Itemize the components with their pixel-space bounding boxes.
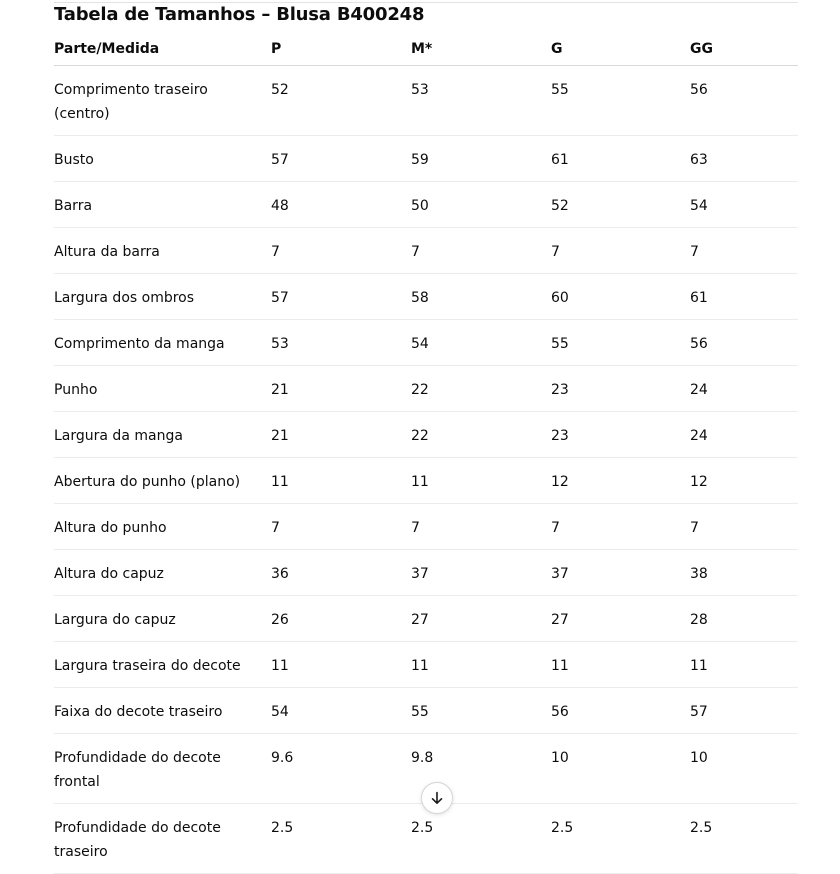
cell-g: 23 — [551, 366, 690, 412]
table-row — [54, 366, 798, 412]
size-table — [54, 33, 798, 874]
cell-g: 52 — [551, 182, 690, 228]
cell-gg: 54 — [690, 182, 798, 228]
cell-part: Profundidade do decote frontal — [54, 734, 271, 804]
cell-part: Busto — [54, 136, 271, 182]
cell-part: Profundidade do decote traseiro — [54, 804, 271, 874]
cell-gg: 24 — [690, 412, 798, 458]
cell-m: 22 — [411, 412, 551, 458]
table-header — [54, 33, 798, 66]
cell-gg: 57 — [690, 688, 798, 734]
cell-m: 53 — [411, 66, 551, 136]
cell-g: 7 — [551, 504, 690, 550]
cell-part: Altura do capuz — [54, 550, 271, 596]
scroll-down-button[interactable] — [421, 782, 453, 814]
cell-p: 21 — [271, 366, 411, 412]
arrow-down-icon — [429, 790, 445, 806]
cell-g: 37 — [551, 550, 690, 596]
table-row — [54, 804, 798, 874]
cell-m: 2.5 — [411, 804, 551, 874]
cell-p: 7 — [271, 228, 411, 274]
table-row — [54, 504, 798, 550]
header-cell-p: P — [271, 33, 411, 66]
cell-gg: 10 — [690, 734, 798, 804]
cell-p: 2.5 — [271, 804, 411, 874]
cell-m: 37 — [411, 550, 551, 596]
cell-p: 9.6 — [271, 734, 411, 804]
cell-p: 57 — [271, 136, 411, 182]
cell-part: Altura do punho — [54, 504, 271, 550]
cell-p: 21 — [271, 412, 411, 458]
cell-gg: 12 — [690, 458, 798, 504]
cell-p: 48 — [271, 182, 411, 228]
cell-p: 36 — [271, 550, 411, 596]
cell-p: 54 — [271, 688, 411, 734]
cell-g: 55 — [551, 66, 690, 136]
cell-m: 55 — [411, 688, 551, 734]
cell-g: 60 — [551, 274, 690, 320]
table-row — [54, 274, 798, 320]
table-row — [54, 412, 798, 458]
cell-p: 7 — [271, 504, 411, 550]
cell-g: 23 — [551, 412, 690, 458]
table-row — [54, 596, 798, 642]
cell-part: Comprimento da manga — [54, 320, 271, 366]
cell-m: 7 — [411, 228, 551, 274]
cell-m: 59 — [411, 136, 551, 182]
table-body — [54, 66, 798, 874]
table-row — [54, 458, 798, 504]
cell-m: 58 — [411, 274, 551, 320]
cell-g: 56 — [551, 688, 690, 734]
header-cell-g: G — [551, 33, 690, 66]
cell-part: Altura da barra — [54, 228, 271, 274]
cell-g: 7 — [551, 228, 690, 274]
cell-p: 52 — [271, 66, 411, 136]
table-row — [54, 228, 798, 274]
table-title: Tabela de Tamanhos – Blusa B400248 — [54, 4, 425, 25]
cell-part: Largura dos ombros — [54, 274, 271, 320]
cell-part: Faixa do decote traseiro — [54, 688, 271, 734]
header-row — [54, 33, 798, 66]
cell-gg: 11 — [690, 642, 798, 688]
cell-gg: 24 — [690, 366, 798, 412]
cell-part: Abertura do punho (plano) — [54, 458, 271, 504]
table-row — [54, 182, 798, 228]
cell-m: 27 — [411, 596, 551, 642]
cell-g: 12 — [551, 458, 690, 504]
cell-part: Largura da manga — [54, 412, 271, 458]
cell-m: 7 — [411, 504, 551, 550]
cell-gg: 56 — [690, 66, 798, 136]
header-cell-gg: GG — [690, 33, 798, 66]
cell-gg: 63 — [690, 136, 798, 182]
table-row — [54, 550, 798, 596]
table-row — [54, 688, 798, 734]
cell-part: Punho — [54, 366, 271, 412]
cell-m: 54 — [411, 320, 551, 366]
cell-m: 50 — [411, 182, 551, 228]
cell-g: 61 — [551, 136, 690, 182]
cell-g: 27 — [551, 596, 690, 642]
cell-g: 10 — [551, 734, 690, 804]
table-row — [54, 320, 798, 366]
cell-part: Largura traseira do decote — [54, 642, 271, 688]
header-cell-m: M* — [411, 33, 551, 66]
cell-m: 9.8 — [411, 734, 551, 804]
cell-p: 11 — [271, 642, 411, 688]
cell-gg: 7 — [690, 228, 798, 274]
cell-gg: 56 — [690, 320, 798, 366]
cell-part: Barra — [54, 182, 271, 228]
cell-part: Largura do capuz — [54, 596, 271, 642]
cell-p: 26 — [271, 596, 411, 642]
cell-p: 57 — [271, 274, 411, 320]
cell-gg: 28 — [690, 596, 798, 642]
cell-m: 11 — [411, 642, 551, 688]
cell-g: 2.5 — [551, 804, 690, 874]
cell-m: 22 — [411, 366, 551, 412]
cell-g: 55 — [551, 320, 690, 366]
cell-gg: 38 — [690, 550, 798, 596]
cell-gg: 61 — [690, 274, 798, 320]
cell-gg: 2.5 — [690, 804, 798, 874]
cell-gg: 7 — [690, 504, 798, 550]
cell-p: 53 — [271, 320, 411, 366]
cell-m: 11 — [411, 458, 551, 504]
table-row — [54, 66, 798, 136]
table-row — [54, 136, 798, 182]
cell-p: 11 — [271, 458, 411, 504]
header-cell-part: Parte/Medida — [54, 33, 271, 66]
table-row — [54, 642, 798, 688]
cell-part: Comprimento traseiro (centro) — [54, 66, 271, 136]
cell-g: 11 — [551, 642, 690, 688]
